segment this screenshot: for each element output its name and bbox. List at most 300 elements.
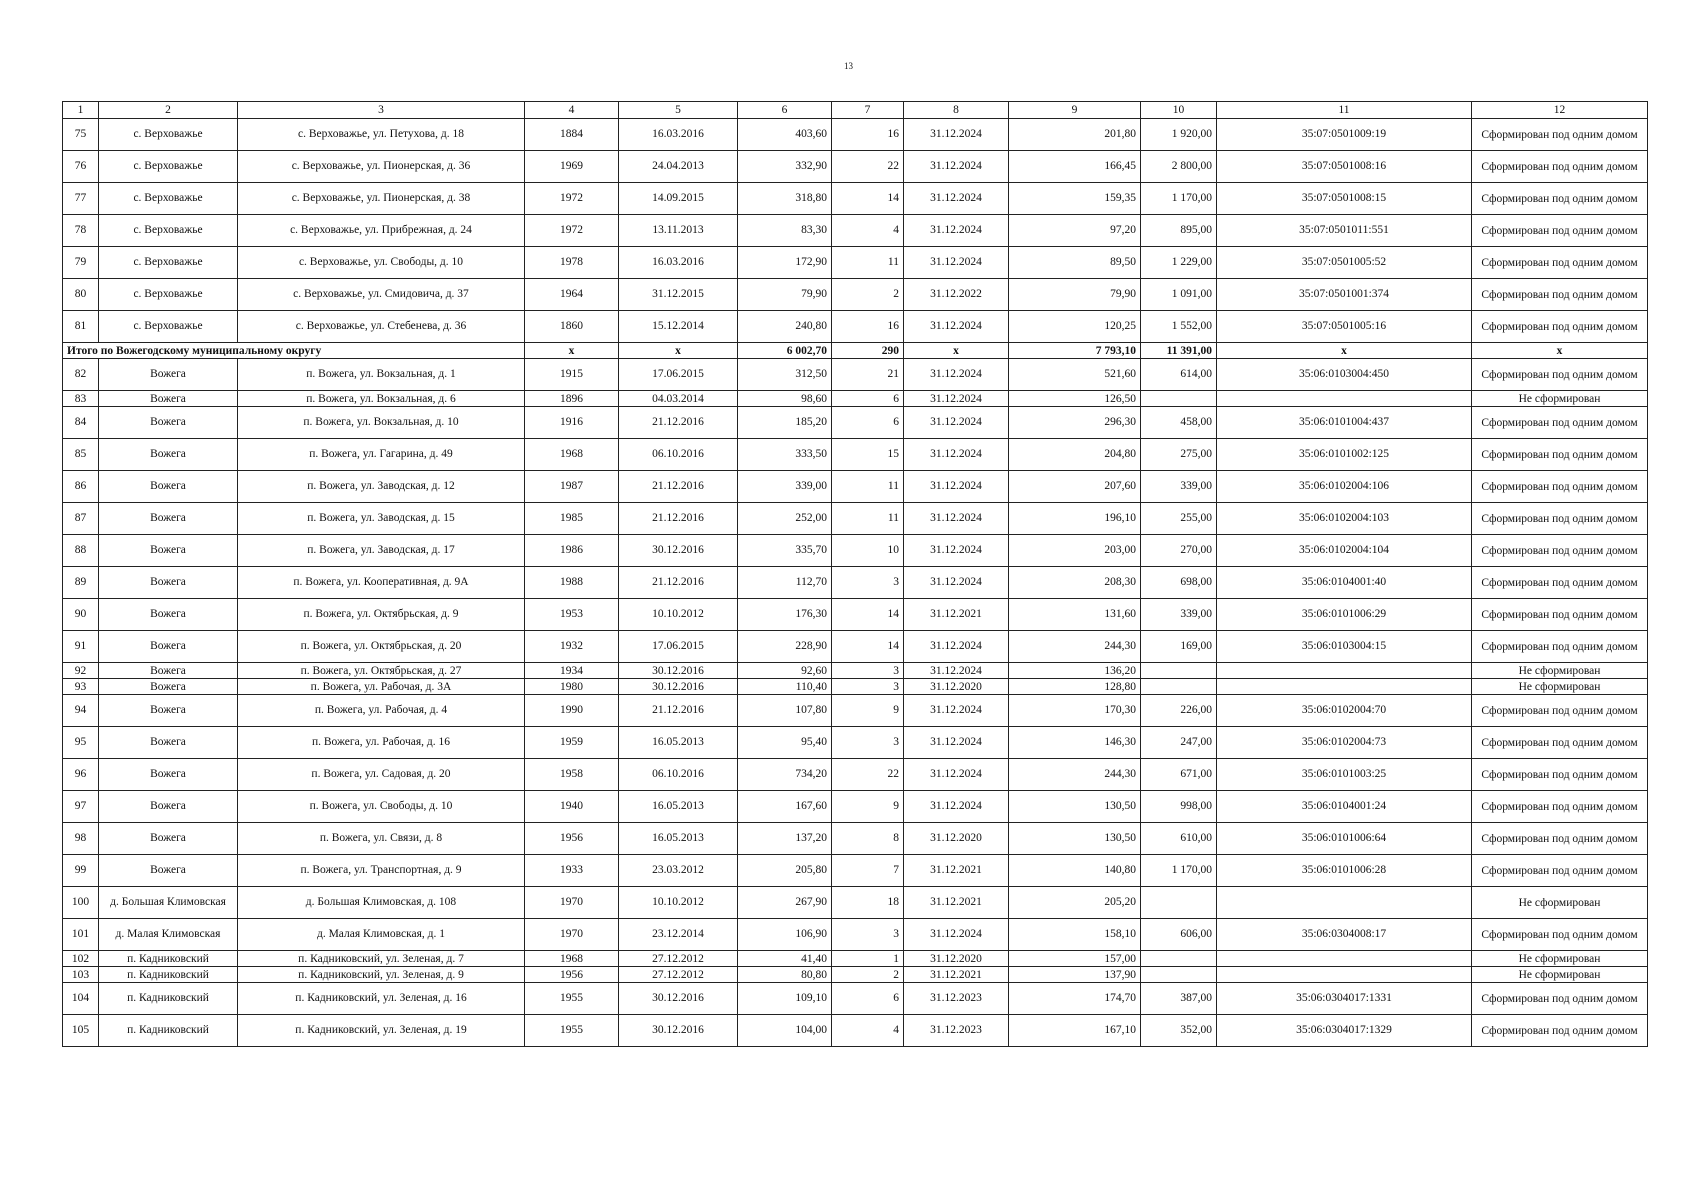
area: 104,00 bbox=[738, 1015, 832, 1047]
area-total: 126,50 bbox=[1009, 391, 1141, 407]
date: 23.03.2012 bbox=[619, 855, 738, 887]
deadline: 31.12.2024 bbox=[904, 215, 1009, 247]
deadline: 31.12.2024 bbox=[904, 359, 1009, 391]
cadastral-number bbox=[1217, 391, 1472, 407]
deadline: 31.12.2024 bbox=[904, 727, 1009, 759]
deadline: 31.12.2024 bbox=[904, 535, 1009, 567]
build-year: 1986 bbox=[525, 535, 619, 567]
row-number: 96 bbox=[63, 759, 99, 791]
table-row bbox=[63, 679, 1648, 695]
address: п. Кадниковский, ул. Зеленая, д. 9 bbox=[238, 967, 525, 983]
column-header: 11 bbox=[1217, 102, 1472, 119]
residents: 3 bbox=[832, 919, 904, 951]
build-year: 1896 bbox=[525, 391, 619, 407]
column-header: 9 bbox=[1009, 102, 1141, 119]
date: 16.05.2013 bbox=[619, 823, 738, 855]
total-row bbox=[63, 343, 1648, 359]
deadline: 31.12.2024 bbox=[904, 183, 1009, 215]
area-total: 131,60 bbox=[1009, 599, 1141, 631]
build-year: 1860 bbox=[525, 311, 619, 343]
land-status: Сформирован под одним домом bbox=[1472, 503, 1648, 535]
residents: 14 bbox=[832, 183, 904, 215]
land-area: 1 170,00 bbox=[1141, 183, 1217, 215]
settlement: Вожега bbox=[99, 407, 238, 439]
date: 23.12.2014 bbox=[619, 919, 738, 951]
table-row bbox=[63, 183, 1648, 215]
row-number: 100 bbox=[63, 887, 99, 919]
settlement: с. Верховажье bbox=[99, 215, 238, 247]
cadastral-number: 35:07:0501011:551 bbox=[1217, 215, 1472, 247]
area: 110,40 bbox=[738, 679, 832, 695]
address: п. Кадниковский, ул. Зеленая, д. 7 bbox=[238, 951, 525, 967]
table-row bbox=[63, 151, 1648, 183]
column-header: 7 bbox=[832, 102, 904, 119]
address: п. Вожега, ул. Заводская, д. 12 bbox=[238, 471, 525, 503]
area: 403,60 bbox=[738, 119, 832, 151]
table-row bbox=[63, 407, 1648, 439]
land-status: Сформирован под одним домом bbox=[1472, 183, 1648, 215]
area: 176,30 bbox=[738, 599, 832, 631]
area-total: 174,70 bbox=[1009, 983, 1141, 1015]
table-row bbox=[63, 919, 1648, 951]
address: п. Вожега, ул. Рабочая, д. 3А bbox=[238, 679, 525, 695]
row-number: 93 bbox=[63, 679, 99, 695]
land-area: 606,00 bbox=[1141, 919, 1217, 951]
settlement: Вожега bbox=[99, 679, 238, 695]
cadastral-number: 35:06:0101004:437 bbox=[1217, 407, 1472, 439]
row-number: 88 bbox=[63, 535, 99, 567]
row-number: 85 bbox=[63, 439, 99, 471]
land-area bbox=[1141, 663, 1217, 679]
row-number: 98 bbox=[63, 823, 99, 855]
build-year: 1956 bbox=[525, 823, 619, 855]
area-total: 201,80 bbox=[1009, 119, 1141, 151]
settlement: Вожега bbox=[99, 695, 238, 727]
column-number-row bbox=[63, 102, 1648, 119]
residents: 11 bbox=[832, 503, 904, 535]
address: п. Вожега, ул. Вокзальная, д. 6 bbox=[238, 391, 525, 407]
residents: 16 bbox=[832, 119, 904, 151]
residents: 6 bbox=[832, 983, 904, 1015]
land-area: 352,00 bbox=[1141, 1015, 1217, 1047]
land-area bbox=[1141, 951, 1217, 967]
date: 17.06.2015 bbox=[619, 631, 738, 663]
build-year: 1956 bbox=[525, 967, 619, 983]
build-year: 1934 bbox=[525, 663, 619, 679]
row-number: 101 bbox=[63, 919, 99, 951]
residents: 9 bbox=[832, 695, 904, 727]
build-year: 1955 bbox=[525, 1015, 619, 1047]
area: 92,60 bbox=[738, 663, 832, 679]
area: 83,30 bbox=[738, 215, 832, 247]
address: п. Вожега, ул. Заводская, д. 15 bbox=[238, 503, 525, 535]
cadastral-number: 35:06:0103004:15 bbox=[1217, 631, 1472, 663]
table-row bbox=[63, 311, 1648, 343]
land-status: Сформирован под одним домом bbox=[1472, 855, 1648, 887]
date: 17.06.2015 bbox=[619, 359, 738, 391]
column-header: 12 bbox=[1472, 102, 1648, 119]
address: п. Вожега, ул. Связи, д. 8 bbox=[238, 823, 525, 855]
residents: 15 bbox=[832, 439, 904, 471]
residents: 3 bbox=[832, 727, 904, 759]
cadastral-number: 35:06:0102004:70 bbox=[1217, 695, 1472, 727]
cadastral-number: 35:06:0104001:40 bbox=[1217, 567, 1472, 599]
cadastral-number: 35:06:0101006:29 bbox=[1217, 599, 1472, 631]
land-area: 1 170,00 bbox=[1141, 855, 1217, 887]
area-total: 166,45 bbox=[1009, 151, 1141, 183]
settlement: Вожега bbox=[99, 823, 238, 855]
area: 318,80 bbox=[738, 183, 832, 215]
deadline: 31.12.2024 bbox=[904, 311, 1009, 343]
table-row bbox=[63, 663, 1648, 679]
table-row bbox=[63, 535, 1648, 567]
cadastral-number: 35:07:0501005:16 bbox=[1217, 311, 1472, 343]
deadline: 31.12.2024 bbox=[904, 471, 1009, 503]
table-row bbox=[63, 567, 1648, 599]
settlement: с. Верховажье bbox=[99, 151, 238, 183]
table-row bbox=[63, 967, 1648, 983]
area-total: 296,30 bbox=[1009, 407, 1141, 439]
row-number: 90 bbox=[63, 599, 99, 631]
land-status: Сформирован под одним домом bbox=[1472, 567, 1648, 599]
settlement: п. Кадниковский bbox=[99, 1015, 238, 1047]
settlement: Вожега bbox=[99, 663, 238, 679]
land-area: 270,00 bbox=[1141, 535, 1217, 567]
row-number: 77 bbox=[63, 183, 99, 215]
build-year: 1884 bbox=[525, 119, 619, 151]
cadastral-number: 35:06:0101002:125 bbox=[1217, 439, 1472, 471]
address: п. Вожега, ул. Садовая, д. 20 bbox=[238, 759, 525, 791]
total-cell: 11 391,00 bbox=[1141, 343, 1217, 359]
land-area bbox=[1141, 679, 1217, 695]
area-total: 140,80 bbox=[1009, 855, 1141, 887]
land-area: 1 091,00 bbox=[1141, 279, 1217, 311]
residents: 3 bbox=[832, 567, 904, 599]
land-area: 2 800,00 bbox=[1141, 151, 1217, 183]
date: 30.12.2016 bbox=[619, 1015, 738, 1047]
deadline: 31.12.2020 bbox=[904, 679, 1009, 695]
deadline: 31.12.2024 bbox=[904, 119, 1009, 151]
total-cell: 7 793,10 bbox=[1009, 343, 1141, 359]
land-status: Сформирован под одним домом bbox=[1472, 791, 1648, 823]
settlement: Вожега bbox=[99, 471, 238, 503]
cadastral-number: 35:06:0102004:103 bbox=[1217, 503, 1472, 535]
residents: 14 bbox=[832, 599, 904, 631]
area-total: 205,20 bbox=[1009, 887, 1141, 919]
row-number: 95 bbox=[63, 727, 99, 759]
build-year: 1978 bbox=[525, 247, 619, 279]
land-area: 895,00 bbox=[1141, 215, 1217, 247]
build-year: 1988 bbox=[525, 567, 619, 599]
cadastral-number: 35:06:0101006:28 bbox=[1217, 855, 1472, 887]
deadline: 31.12.2024 bbox=[904, 631, 1009, 663]
settlement: Вожега bbox=[99, 855, 238, 887]
total-label: Итого по Вожегодскому муниципальному округу bbox=[63, 343, 525, 359]
land-status: Сформирован под одним домом bbox=[1472, 407, 1648, 439]
row-number: 81 bbox=[63, 311, 99, 343]
area-total: 136,20 bbox=[1009, 663, 1141, 679]
date: 21.12.2016 bbox=[619, 567, 738, 599]
area-total: 157,00 bbox=[1009, 951, 1141, 967]
column-header: 1 bbox=[63, 102, 99, 119]
area-total: 204,80 bbox=[1009, 439, 1141, 471]
cadastral-number: 35:06:0102004:73 bbox=[1217, 727, 1472, 759]
date: 27.12.2012 bbox=[619, 967, 738, 983]
row-number: 102 bbox=[63, 951, 99, 967]
land-status: Сформирован под одним домом bbox=[1472, 919, 1648, 951]
area: 106,90 bbox=[738, 919, 832, 951]
column-header: 2 bbox=[99, 102, 238, 119]
settlement: Вожега bbox=[99, 439, 238, 471]
build-year: 1933 bbox=[525, 855, 619, 887]
area: 41,40 bbox=[738, 951, 832, 967]
area: 205,80 bbox=[738, 855, 832, 887]
table-row bbox=[63, 503, 1648, 535]
column-header: 5 bbox=[619, 102, 738, 119]
area-total: 244,30 bbox=[1009, 759, 1141, 791]
residents: 7 bbox=[832, 855, 904, 887]
area: 240,80 bbox=[738, 311, 832, 343]
settlement: с. Верховажье bbox=[99, 247, 238, 279]
land-status: Не сформирован bbox=[1472, 967, 1648, 983]
area: 252,00 bbox=[738, 503, 832, 535]
area: 167,60 bbox=[738, 791, 832, 823]
address: п. Вожега, ул. Гагарина, д. 49 bbox=[238, 439, 525, 471]
date: 16.05.2013 bbox=[619, 791, 738, 823]
date: 16.03.2016 bbox=[619, 119, 738, 151]
settlement: Вожега bbox=[99, 759, 238, 791]
table-row bbox=[63, 631, 1648, 663]
land-area: 247,00 bbox=[1141, 727, 1217, 759]
deadline: 31.12.2021 bbox=[904, 599, 1009, 631]
address: п. Вожега, ул. Транспортная, д. 9 bbox=[238, 855, 525, 887]
area-total: 89,50 bbox=[1009, 247, 1141, 279]
residents: 6 bbox=[832, 407, 904, 439]
land-status: Сформирован под одним домом bbox=[1472, 759, 1648, 791]
address: п. Вожега, ул. Рабочая, д. 4 bbox=[238, 695, 525, 727]
area-total: 207,60 bbox=[1009, 471, 1141, 503]
deadline: 31.12.2024 bbox=[904, 391, 1009, 407]
land-area: 610,00 bbox=[1141, 823, 1217, 855]
land-status: Сформирован под одним домом bbox=[1472, 119, 1648, 151]
settlement: Вожега bbox=[99, 567, 238, 599]
column-header: 4 bbox=[525, 102, 619, 119]
area-total: 521,60 bbox=[1009, 359, 1141, 391]
row-number: 97 bbox=[63, 791, 99, 823]
cadastral-number: 35:07:0501008:15 bbox=[1217, 183, 1472, 215]
land-status: Сформирован под одним домом bbox=[1472, 823, 1648, 855]
area-total: 208,30 bbox=[1009, 567, 1141, 599]
build-year: 1980 bbox=[525, 679, 619, 695]
address: п. Вожега, ул. Свободы, д. 10 bbox=[238, 791, 525, 823]
residents: 10 bbox=[832, 535, 904, 567]
area-total: 158,10 bbox=[1009, 919, 1141, 951]
area: 267,90 bbox=[738, 887, 832, 919]
deadline: 31.12.2024 bbox=[904, 695, 1009, 727]
deadline: 31.12.2024 bbox=[904, 503, 1009, 535]
deadline: 31.12.2024 bbox=[904, 247, 1009, 279]
date: 21.12.2016 bbox=[619, 503, 738, 535]
deadline: 31.12.2024 bbox=[904, 663, 1009, 679]
row-number: 75 bbox=[63, 119, 99, 151]
row-number: 89 bbox=[63, 567, 99, 599]
settlement: Вожега bbox=[99, 359, 238, 391]
residents: 11 bbox=[832, 247, 904, 279]
address: с. Верховажье, ул. Пионерская, д. 38 bbox=[238, 183, 525, 215]
land-status: Сформирован под одним домом bbox=[1472, 215, 1648, 247]
deadline: 31.12.2023 bbox=[904, 1015, 1009, 1047]
residents: 8 bbox=[832, 823, 904, 855]
row-number: 94 bbox=[63, 695, 99, 727]
settlement: Вожега bbox=[99, 391, 238, 407]
date: 16.05.2013 bbox=[619, 727, 738, 759]
land-status: Сформирован под одним домом bbox=[1472, 695, 1648, 727]
deadline: 31.12.2021 bbox=[904, 855, 1009, 887]
land-area: 1 920,00 bbox=[1141, 119, 1217, 151]
area: 80,80 bbox=[738, 967, 832, 983]
build-year: 1968 bbox=[525, 951, 619, 967]
land-area bbox=[1141, 887, 1217, 919]
column-header: 8 bbox=[904, 102, 1009, 119]
area-total: 128,80 bbox=[1009, 679, 1141, 695]
residents: 3 bbox=[832, 663, 904, 679]
area-total: 97,20 bbox=[1009, 215, 1141, 247]
land-status: Сформирован под одним домом bbox=[1472, 359, 1648, 391]
table-row bbox=[63, 599, 1648, 631]
page-number: 13 bbox=[844, 61, 853, 71]
land-area: 169,00 bbox=[1141, 631, 1217, 663]
settlement: с. Верховажье bbox=[99, 311, 238, 343]
land-area: 998,00 bbox=[1141, 791, 1217, 823]
table-row bbox=[63, 215, 1648, 247]
land-status: Не сформирован bbox=[1472, 663, 1648, 679]
build-year: 1940 bbox=[525, 791, 619, 823]
build-year: 1964 bbox=[525, 279, 619, 311]
area: 228,90 bbox=[738, 631, 832, 663]
residents: 3 bbox=[832, 679, 904, 695]
total-cell: x bbox=[525, 343, 619, 359]
cadastral-number bbox=[1217, 663, 1472, 679]
cadastral-number bbox=[1217, 679, 1472, 695]
row-number: 92 bbox=[63, 663, 99, 679]
table-row bbox=[63, 359, 1648, 391]
cadastral-number: 35:07:0501008:16 bbox=[1217, 151, 1472, 183]
row-number: 103 bbox=[63, 967, 99, 983]
area-total: 203,00 bbox=[1009, 535, 1141, 567]
address: д. Большая Климовская, д. 108 bbox=[238, 887, 525, 919]
residents: 4 bbox=[832, 1015, 904, 1047]
deadline: 31.12.2020 bbox=[904, 823, 1009, 855]
address: п. Кадниковский, ул. Зеленая, д. 19 bbox=[238, 1015, 525, 1047]
land-status: Сформирован под одним домом bbox=[1472, 151, 1648, 183]
area: 312,50 bbox=[738, 359, 832, 391]
housing-registry-table bbox=[62, 101, 1648, 1047]
row-number: 82 bbox=[63, 359, 99, 391]
land-status: Сформирован под одним домом bbox=[1472, 631, 1648, 663]
land-area: 275,00 bbox=[1141, 439, 1217, 471]
land-status: Не сформирован bbox=[1472, 391, 1648, 407]
area: 172,90 bbox=[738, 247, 832, 279]
deadline: 31.12.2024 bbox=[904, 759, 1009, 791]
land-status: Сформирован под одним домом bbox=[1472, 599, 1648, 631]
deadline: 31.12.2024 bbox=[904, 407, 1009, 439]
cadastral-number: 35:06:0104001:24 bbox=[1217, 791, 1472, 823]
date: 30.12.2016 bbox=[619, 535, 738, 567]
build-year: 1985 bbox=[525, 503, 619, 535]
column-header: 10 bbox=[1141, 102, 1217, 119]
cadastral-number: 35:06:0101003:25 bbox=[1217, 759, 1472, 791]
settlement: Вожега bbox=[99, 535, 238, 567]
settlement: Вожега bbox=[99, 791, 238, 823]
area-total: 137,90 bbox=[1009, 967, 1141, 983]
area: 335,70 bbox=[738, 535, 832, 567]
settlement: д. Малая Климовская bbox=[99, 919, 238, 951]
table-row bbox=[63, 983, 1648, 1015]
build-year: 1970 bbox=[525, 887, 619, 919]
deadline: 31.12.2020 bbox=[904, 951, 1009, 967]
area: 333,50 bbox=[738, 439, 832, 471]
table-row bbox=[63, 727, 1648, 759]
deadline: 31.12.2023 bbox=[904, 983, 1009, 1015]
land-status: Сформирован под одним домом bbox=[1472, 535, 1648, 567]
cadastral-number bbox=[1217, 967, 1472, 983]
table-row bbox=[63, 855, 1648, 887]
land-status: Сформирован под одним домом bbox=[1472, 247, 1648, 279]
residents: 22 bbox=[832, 151, 904, 183]
residents: 22 bbox=[832, 759, 904, 791]
land-area: 698,00 bbox=[1141, 567, 1217, 599]
cadastral-number: 35:06:0102004:106 bbox=[1217, 471, 1472, 503]
cadastral-number: 35:07:0501005:52 bbox=[1217, 247, 1472, 279]
address: д. Малая Климовская, д. 1 bbox=[238, 919, 525, 951]
land-area: 671,00 bbox=[1141, 759, 1217, 791]
settlement: Вожега bbox=[99, 503, 238, 535]
area-total: 159,35 bbox=[1009, 183, 1141, 215]
table-row bbox=[63, 247, 1648, 279]
deadline: 31.12.2024 bbox=[904, 919, 1009, 951]
area: 137,20 bbox=[738, 823, 832, 855]
build-year: 1969 bbox=[525, 151, 619, 183]
cadastral-number: 35:06:0304008:17 bbox=[1217, 919, 1472, 951]
settlement: п. Кадниковский bbox=[99, 951, 238, 967]
cadastral-number: 35:06:0102004:104 bbox=[1217, 535, 1472, 567]
address: с. Верховажье, ул. Смидовича, д. 37 bbox=[238, 279, 525, 311]
land-area: 255,00 bbox=[1141, 503, 1217, 535]
date: 13.11.2013 bbox=[619, 215, 738, 247]
land-area: 458,00 bbox=[1141, 407, 1217, 439]
land-area: 339,00 bbox=[1141, 599, 1217, 631]
date: 30.12.2016 bbox=[619, 983, 738, 1015]
area-total: 79,90 bbox=[1009, 279, 1141, 311]
date: 31.12.2015 bbox=[619, 279, 738, 311]
date: 27.12.2012 bbox=[619, 951, 738, 967]
residents: 4 bbox=[832, 215, 904, 247]
settlement: Вожега bbox=[99, 599, 238, 631]
deadline: 31.12.2022 bbox=[904, 279, 1009, 311]
table-row bbox=[63, 791, 1648, 823]
area-total: 167,10 bbox=[1009, 1015, 1141, 1047]
row-number: 84 bbox=[63, 407, 99, 439]
deadline: 31.12.2024 bbox=[904, 567, 1009, 599]
table-row bbox=[63, 119, 1648, 151]
total-cell: x bbox=[904, 343, 1009, 359]
cadastral-number: 35:07:0501001:374 bbox=[1217, 279, 1472, 311]
row-number: 91 bbox=[63, 631, 99, 663]
build-year: 1916 bbox=[525, 407, 619, 439]
date: 21.12.2016 bbox=[619, 695, 738, 727]
row-number: 86 bbox=[63, 471, 99, 503]
table-row bbox=[63, 951, 1648, 967]
